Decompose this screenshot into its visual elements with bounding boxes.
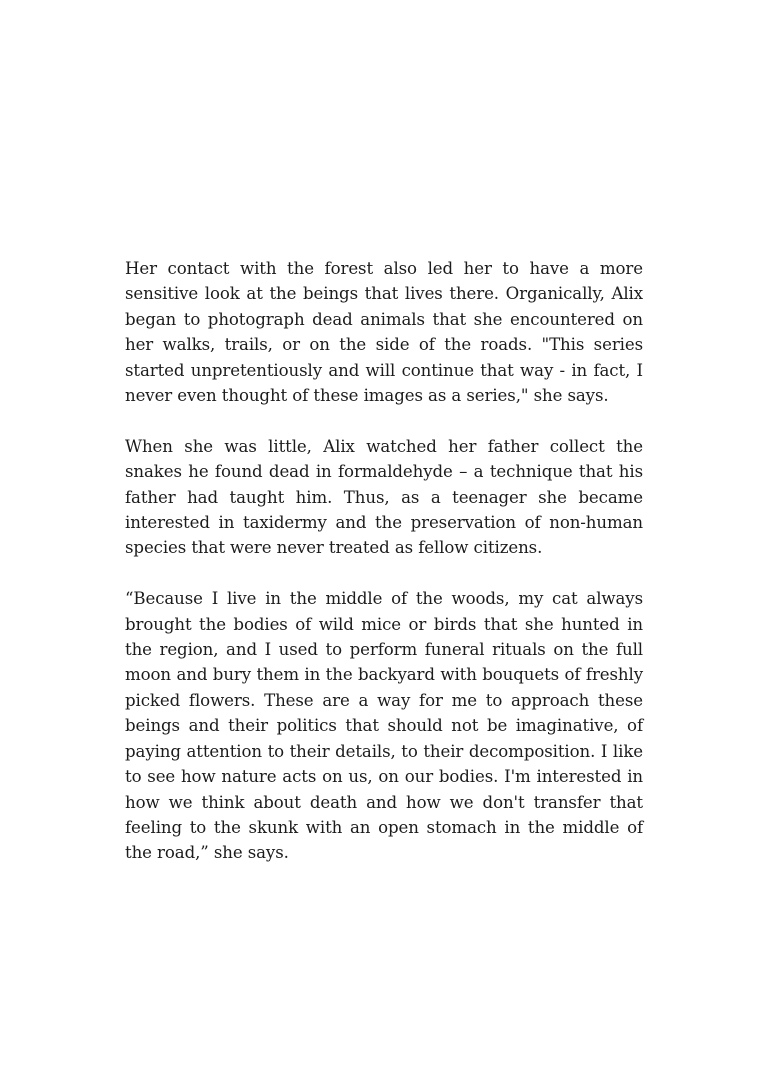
paragraph-quote: “Because I live in the middle of the woods, my cat always brought the bodies of wild mice or birds that she hunted in the region, and I used to perform funeral rituals on the full moon and bury them in the backyard with bouquets of freshly picked flowers. These are a way for me to approach these beings and their politics that should not be imaginative, of paying attention to their details, to their decomposition. I like to see how nature acts on us, on our bodies. I'm interested in how we think about death and how we don't transfer that feeling to the skunk with an open stomach in the middle of the road,” she says. — [125, 589, 643, 863]
paragraph-childhood: When she was little, Alix watched her father collect the snakes he found dead in formaldehyde – a technique that his father had taught him. Thus, as a teenager she became interested in taxidermy and the preservation of non-human species that were never treated as fellow citizens. — [125, 436, 643, 558]
article-body — [125, 256, 643, 866]
paragraph-forest-contact: Her contact with the forest also led her to have a more sensitive look at the beings that lives there. Organically, Alix began to photograph dead animals that she encountered on her walks, trails, or on the side of the roads. "This series started unpretentiously and will continue that way - in fact, I never even thought of these images as a series," she says. — [125, 259, 643, 406]
